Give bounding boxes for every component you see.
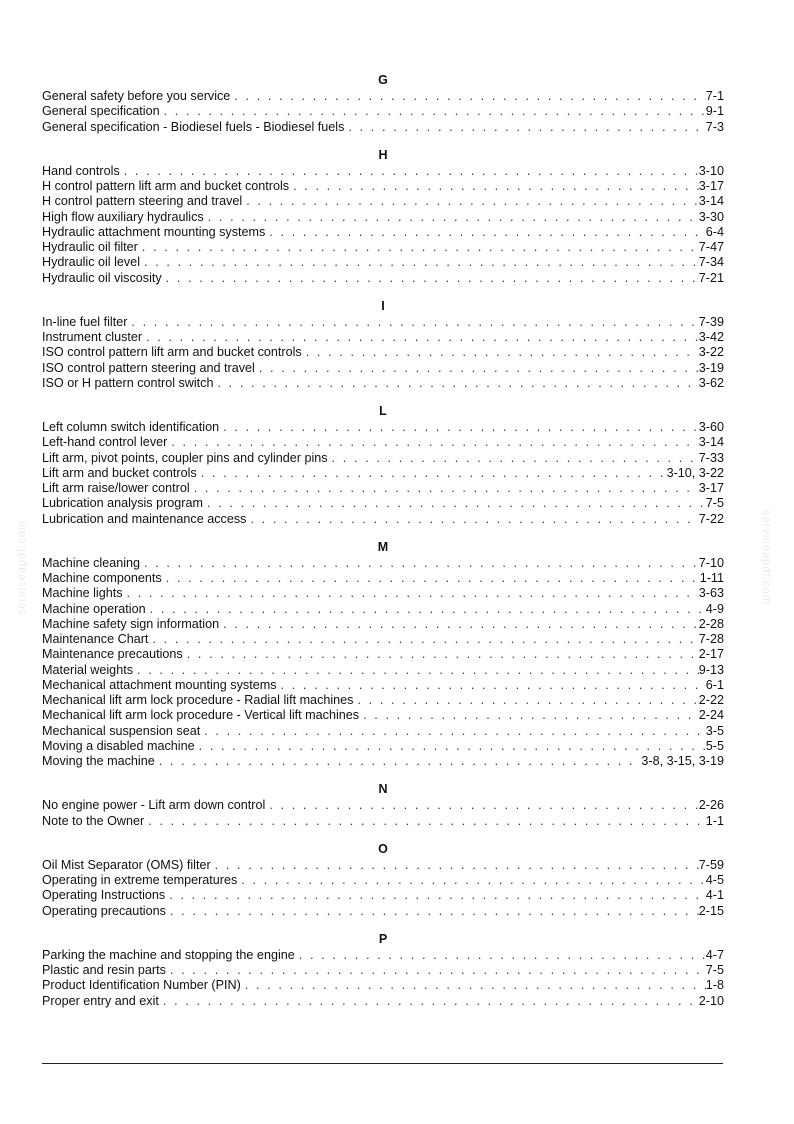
entry-page-reference: 7-10 bbox=[698, 555, 724, 570]
index-entry[interactable] bbox=[42, 888, 724, 903]
entry-page-reference: 2-24 bbox=[698, 708, 724, 723]
entry-title: Maintenance Chart bbox=[42, 632, 149, 646]
dot-leader bbox=[165, 888, 706, 903]
entry-page-reference: 3-10, 3-22 bbox=[666, 465, 724, 480]
entry-title: Lift arm raise/lower control bbox=[42, 481, 190, 495]
dot-leader bbox=[148, 632, 698, 647]
entry-title: Oil Mist Separator (OMS) filter bbox=[42, 857, 211, 872]
index-entry[interactable] bbox=[42, 496, 724, 511]
index-entry[interactable] bbox=[42, 104, 724, 119]
entry-title: Operating precautions bbox=[42, 903, 166, 918]
dot-leader bbox=[166, 963, 706, 978]
section-letter-heading: L bbox=[379, 404, 387, 418]
dot-leader bbox=[255, 361, 699, 376]
index-entry[interactable] bbox=[42, 647, 724, 662]
entry-page-reference: 6-1 bbox=[705, 677, 724, 692]
dot-leader bbox=[138, 240, 699, 255]
entry-title: Machine cleaning bbox=[42, 555, 141, 570]
entry-page-reference: 3-63 bbox=[698, 586, 724, 601]
dot-leader bbox=[183, 647, 699, 662]
index-entry[interactable] bbox=[42, 345, 724, 360]
index-entry[interactable] bbox=[42, 179, 724, 194]
dot-leader bbox=[219, 617, 699, 632]
entry-title: Hydraulic oil level bbox=[42, 255, 140, 270]
entry-title: H control pattern lift arm and bucket controls bbox=[42, 179, 290, 193]
entry-title: Hand controls bbox=[42, 163, 120, 178]
index-entry[interactable] bbox=[42, 663, 724, 678]
entry-page-reference: 2-10 bbox=[698, 993, 724, 1008]
dot-leader bbox=[265, 798, 698, 813]
dot-leader bbox=[140, 556, 699, 571]
entry-page-reference: 3-17 bbox=[698, 179, 724, 193]
dot-leader bbox=[162, 271, 699, 286]
entry-title: Note to the Owner bbox=[42, 813, 145, 828]
index-entry[interactable] bbox=[42, 571, 724, 586]
entry-title: Mechanical attachment mounting systems bbox=[42, 677, 277, 692]
entry-page-reference: 9-13 bbox=[698, 662, 724, 677]
dot-leader bbox=[146, 602, 706, 617]
entry-page-reference: 7-47 bbox=[698, 240, 724, 254]
entry-title: General safety before you service bbox=[42, 89, 231, 103]
dot-leader bbox=[162, 571, 700, 586]
entry-title: Lubrication analysis program bbox=[42, 496, 204, 511]
entry-title: Hydraulic attachment mounting systems bbox=[42, 224, 266, 239]
index-page bbox=[42, 72, 724, 1009]
footer-rule bbox=[42, 1063, 723, 1064]
entry-title: Machine components bbox=[42, 571, 162, 585]
entry-page-reference: 4-7 bbox=[705, 947, 724, 962]
index-entry[interactable] bbox=[42, 451, 724, 466]
entry-title: Machine operation bbox=[42, 601, 146, 616]
entry-title: High flow auxiliary hydraulics bbox=[42, 209, 204, 224]
entry-page-reference: 3-30 bbox=[698, 209, 724, 224]
index-entry[interactable] bbox=[42, 602, 724, 617]
entry-page-reference: 3-19 bbox=[698, 360, 724, 375]
index-entry[interactable] bbox=[42, 693, 724, 708]
entry-page-reference: 3-60 bbox=[698, 420, 724, 434]
index-entry[interactable] bbox=[42, 466, 724, 481]
entry-page-reference: 7-1 bbox=[705, 89, 724, 103]
entry-title: Machine lights bbox=[42, 586, 123, 601]
index-entry[interactable] bbox=[42, 194, 724, 209]
entry-title: Moving the machine bbox=[42, 754, 155, 768]
index-entry[interactable] bbox=[42, 904, 724, 919]
entry-title: ISO or H pattern control switch bbox=[42, 375, 214, 390]
dot-leader bbox=[166, 904, 699, 919]
entry-page-reference: 1-8 bbox=[705, 978, 724, 993]
entry-page-reference: 7-59 bbox=[698, 857, 724, 872]
entry-title: ISO control pattern lift arm and bucket controls bbox=[42, 345, 302, 360]
index-entry[interactable] bbox=[42, 739, 724, 754]
dot-leader bbox=[127, 315, 698, 330]
index-entry[interactable] bbox=[42, 963, 724, 978]
entry-title: Lift arm, pivot points, coupler pins and cylinder pins bbox=[42, 450, 328, 465]
index-entry[interactable] bbox=[42, 164, 724, 179]
dot-leader bbox=[195, 739, 706, 754]
dot-leader bbox=[265, 225, 706, 240]
index-entry[interactable] bbox=[42, 512, 724, 527]
dot-leader bbox=[295, 948, 706, 963]
entry-page-reference: 7-34 bbox=[698, 255, 724, 270]
entry-page-reference: 3-5 bbox=[705, 723, 724, 738]
entry-page-reference: 7-33 bbox=[698, 450, 724, 465]
index-entry[interactable] bbox=[42, 210, 724, 225]
entry-page-reference: 2-22 bbox=[698, 693, 724, 707]
entry-page-reference: 1-1 bbox=[705, 813, 724, 828]
entry-page-reference: 7-39 bbox=[698, 314, 724, 329]
index-entry[interactable] bbox=[42, 617, 724, 632]
dot-leader bbox=[142, 330, 699, 345]
index-section-g bbox=[42, 72, 724, 135]
entry-page-reference: 1-11 bbox=[699, 571, 724, 585]
index-entry[interactable] bbox=[42, 271, 724, 286]
entry-page-reference: 3-14 bbox=[698, 194, 724, 209]
entry-page-reference: 2-28 bbox=[698, 616, 724, 631]
entry-page-reference: 7-28 bbox=[698, 632, 724, 646]
dot-leader bbox=[302, 345, 699, 360]
entry-page-reference: 7-3 bbox=[705, 119, 724, 134]
index-entry[interactable] bbox=[42, 994, 724, 1009]
entry-title: Mechanical lift arm lock procedure - Vertical lift machines bbox=[42, 708, 360, 723]
section-letter-heading: N bbox=[378, 782, 388, 797]
section-letter-heading: P bbox=[378, 931, 388, 946]
dot-leader bbox=[353, 693, 698, 708]
entry-page-reference: 6-4 bbox=[705, 224, 724, 239]
dot-leader bbox=[289, 179, 699, 194]
entry-page-reference: 3-42 bbox=[698, 330, 724, 344]
entry-page-reference: 3-8, 3-15, 3-19 bbox=[641, 754, 724, 768]
dot-leader bbox=[242, 194, 699, 209]
entry-page-reference: 4-9 bbox=[705, 601, 724, 616]
entry-page-reference: 2-17 bbox=[698, 647, 724, 662]
watermark-left: serviceapdf.com bbox=[16, 520, 28, 616]
index-entry[interactable] bbox=[42, 586, 724, 601]
entry-title: In-line fuel filter bbox=[42, 314, 128, 329]
dot-leader bbox=[140, 255, 699, 270]
entry-title: Operating Instructions bbox=[42, 888, 166, 903]
entry-title: Left-hand control lever bbox=[42, 435, 168, 450]
entry-title: Machine safety sign information bbox=[42, 616, 220, 631]
dot-leader bbox=[359, 708, 699, 723]
entry-page-reference: 3-62 bbox=[698, 375, 724, 390]
index-entry[interactable] bbox=[42, 240, 724, 255]
entry-title: Operating in extreme temperatures bbox=[42, 873, 238, 887]
entry-page-reference: 4-5 bbox=[705, 873, 724, 887]
entry-page-reference: 7-22 bbox=[698, 511, 724, 526]
entry-title: Proper entry and exit bbox=[42, 993, 159, 1008]
index-entry[interactable] bbox=[42, 435, 724, 450]
dot-leader bbox=[211, 858, 699, 873]
dot-leader bbox=[344, 120, 705, 135]
entry-title: Instrument cluster bbox=[42, 330, 143, 344]
dot-leader bbox=[123, 586, 699, 601]
index-entry[interactable] bbox=[42, 708, 724, 723]
entry-page-reference: 3-22 bbox=[698, 345, 724, 360]
index-entry[interactable] bbox=[42, 798, 724, 813]
index-entry[interactable] bbox=[42, 632, 724, 647]
index-entry[interactable] bbox=[42, 948, 724, 963]
section-letter-heading: G bbox=[378, 73, 388, 87]
index-entry[interactable] bbox=[42, 420, 724, 435]
dot-leader bbox=[120, 164, 699, 179]
entry-page-reference: 3-10 bbox=[698, 163, 724, 178]
dot-leader bbox=[160, 104, 706, 119]
dot-leader bbox=[167, 435, 698, 450]
entry-page-reference: 4-1 bbox=[705, 888, 724, 903]
entry-title: Mechanical suspension seat bbox=[42, 723, 201, 738]
index-entry[interactable] bbox=[42, 556, 724, 571]
entry-title: Mechanical lift arm lock procedure - Radial lift machines bbox=[42, 693, 354, 707]
dot-leader bbox=[246, 512, 698, 527]
entry-page-reference: 7-5 bbox=[705, 496, 724, 511]
entry-title: Plastic and resin parts bbox=[42, 963, 166, 977]
dot-leader bbox=[155, 754, 642, 769]
index-section-o bbox=[42, 841, 724, 919]
index-entry[interactable] bbox=[42, 225, 724, 240]
entry-title: General specification bbox=[42, 104, 160, 119]
index-entry[interactable] bbox=[42, 814, 724, 829]
dot-leader bbox=[197, 466, 667, 481]
entry-title: Left column switch identification bbox=[42, 420, 220, 434]
entry-page-reference: 2-15 bbox=[698, 903, 724, 918]
index-section-m bbox=[42, 539, 724, 770]
entry-page-reference: 3-14 bbox=[698, 435, 724, 450]
index-entry[interactable] bbox=[42, 858, 724, 873]
dot-leader bbox=[133, 663, 699, 678]
dot-leader bbox=[328, 451, 699, 466]
index-entry[interactable] bbox=[42, 376, 724, 391]
section-letter-heading: H bbox=[378, 147, 388, 162]
dot-leader bbox=[237, 873, 706, 888]
index-entry[interactable] bbox=[42, 120, 724, 135]
entry-title: Lubrication and maintenance access bbox=[42, 511, 247, 526]
entry-title: Parking the machine and stopping the engine bbox=[42, 947, 295, 962]
index-entry[interactable] bbox=[42, 678, 724, 693]
dot-leader bbox=[200, 724, 706, 739]
dot-leader bbox=[213, 376, 698, 391]
entry-title: Moving a disabled machine bbox=[42, 738, 195, 753]
section-letter-heading: M bbox=[377, 539, 389, 554]
dot-leader bbox=[241, 978, 706, 993]
entry-title: ISO control pattern steering and travel bbox=[42, 360, 255, 375]
entry-title: Maintenance precautions bbox=[42, 647, 183, 662]
index-entry[interactable] bbox=[42, 89, 724, 104]
dot-leader bbox=[159, 994, 699, 1009]
index-entry[interactable] bbox=[42, 978, 724, 993]
entry-title: H control pattern steering and travel bbox=[42, 194, 243, 209]
dot-leader bbox=[204, 210, 699, 225]
index-entry[interactable] bbox=[42, 330, 724, 345]
dot-leader bbox=[277, 678, 706, 693]
entry-title: Product Identification Number (PIN) bbox=[42, 978, 241, 993]
index-entry[interactable] bbox=[42, 361, 724, 376]
dot-leader bbox=[190, 481, 699, 496]
index-entry[interactable] bbox=[42, 754, 724, 769]
entry-page-reference: 9-1 bbox=[705, 104, 724, 119]
entry-title: No engine power - Lift arm down control bbox=[42, 798, 266, 813]
section-letter-heading: O bbox=[378, 841, 388, 856]
dot-leader bbox=[144, 814, 706, 829]
index-section-h bbox=[42, 147, 724, 286]
entry-title: Material weights bbox=[42, 662, 133, 677]
index-entry[interactable] bbox=[42, 255, 724, 270]
index-entry[interactable] bbox=[42, 724, 724, 739]
index-section-l bbox=[42, 403, 724, 527]
entry-page-reference: 7-21 bbox=[698, 270, 724, 285]
index-entry[interactable] bbox=[42, 481, 724, 496]
entry-title: Hydraulic oil viscosity bbox=[42, 270, 162, 285]
index-section-i bbox=[42, 298, 724, 391]
entry-title: General specification - Biodiesel fuels - Biodiesel fuels bbox=[42, 119, 345, 134]
entry-page-reference: 7-5 bbox=[705, 963, 724, 977]
watermark-right: serviceapdf.com bbox=[760, 510, 772, 606]
section-letter-heading: I bbox=[381, 298, 385, 313]
entry-page-reference: 3-17 bbox=[698, 481, 724, 495]
entry-page-reference: 2-26 bbox=[698, 798, 724, 813]
entry-title: Lift arm and bucket controls bbox=[42, 465, 197, 480]
dot-leader bbox=[230, 89, 705, 104]
dot-leader bbox=[219, 420, 699, 435]
index-entry[interactable] bbox=[42, 873, 724, 888]
index-section-n bbox=[42, 781, 724, 829]
index-entry[interactable] bbox=[42, 315, 724, 330]
dot-leader bbox=[203, 496, 706, 511]
entry-page-reference: 5-5 bbox=[705, 738, 724, 753]
index-section-p bbox=[42, 931, 724, 1009]
entry-title: Hydraulic oil filter bbox=[42, 240, 138, 254]
